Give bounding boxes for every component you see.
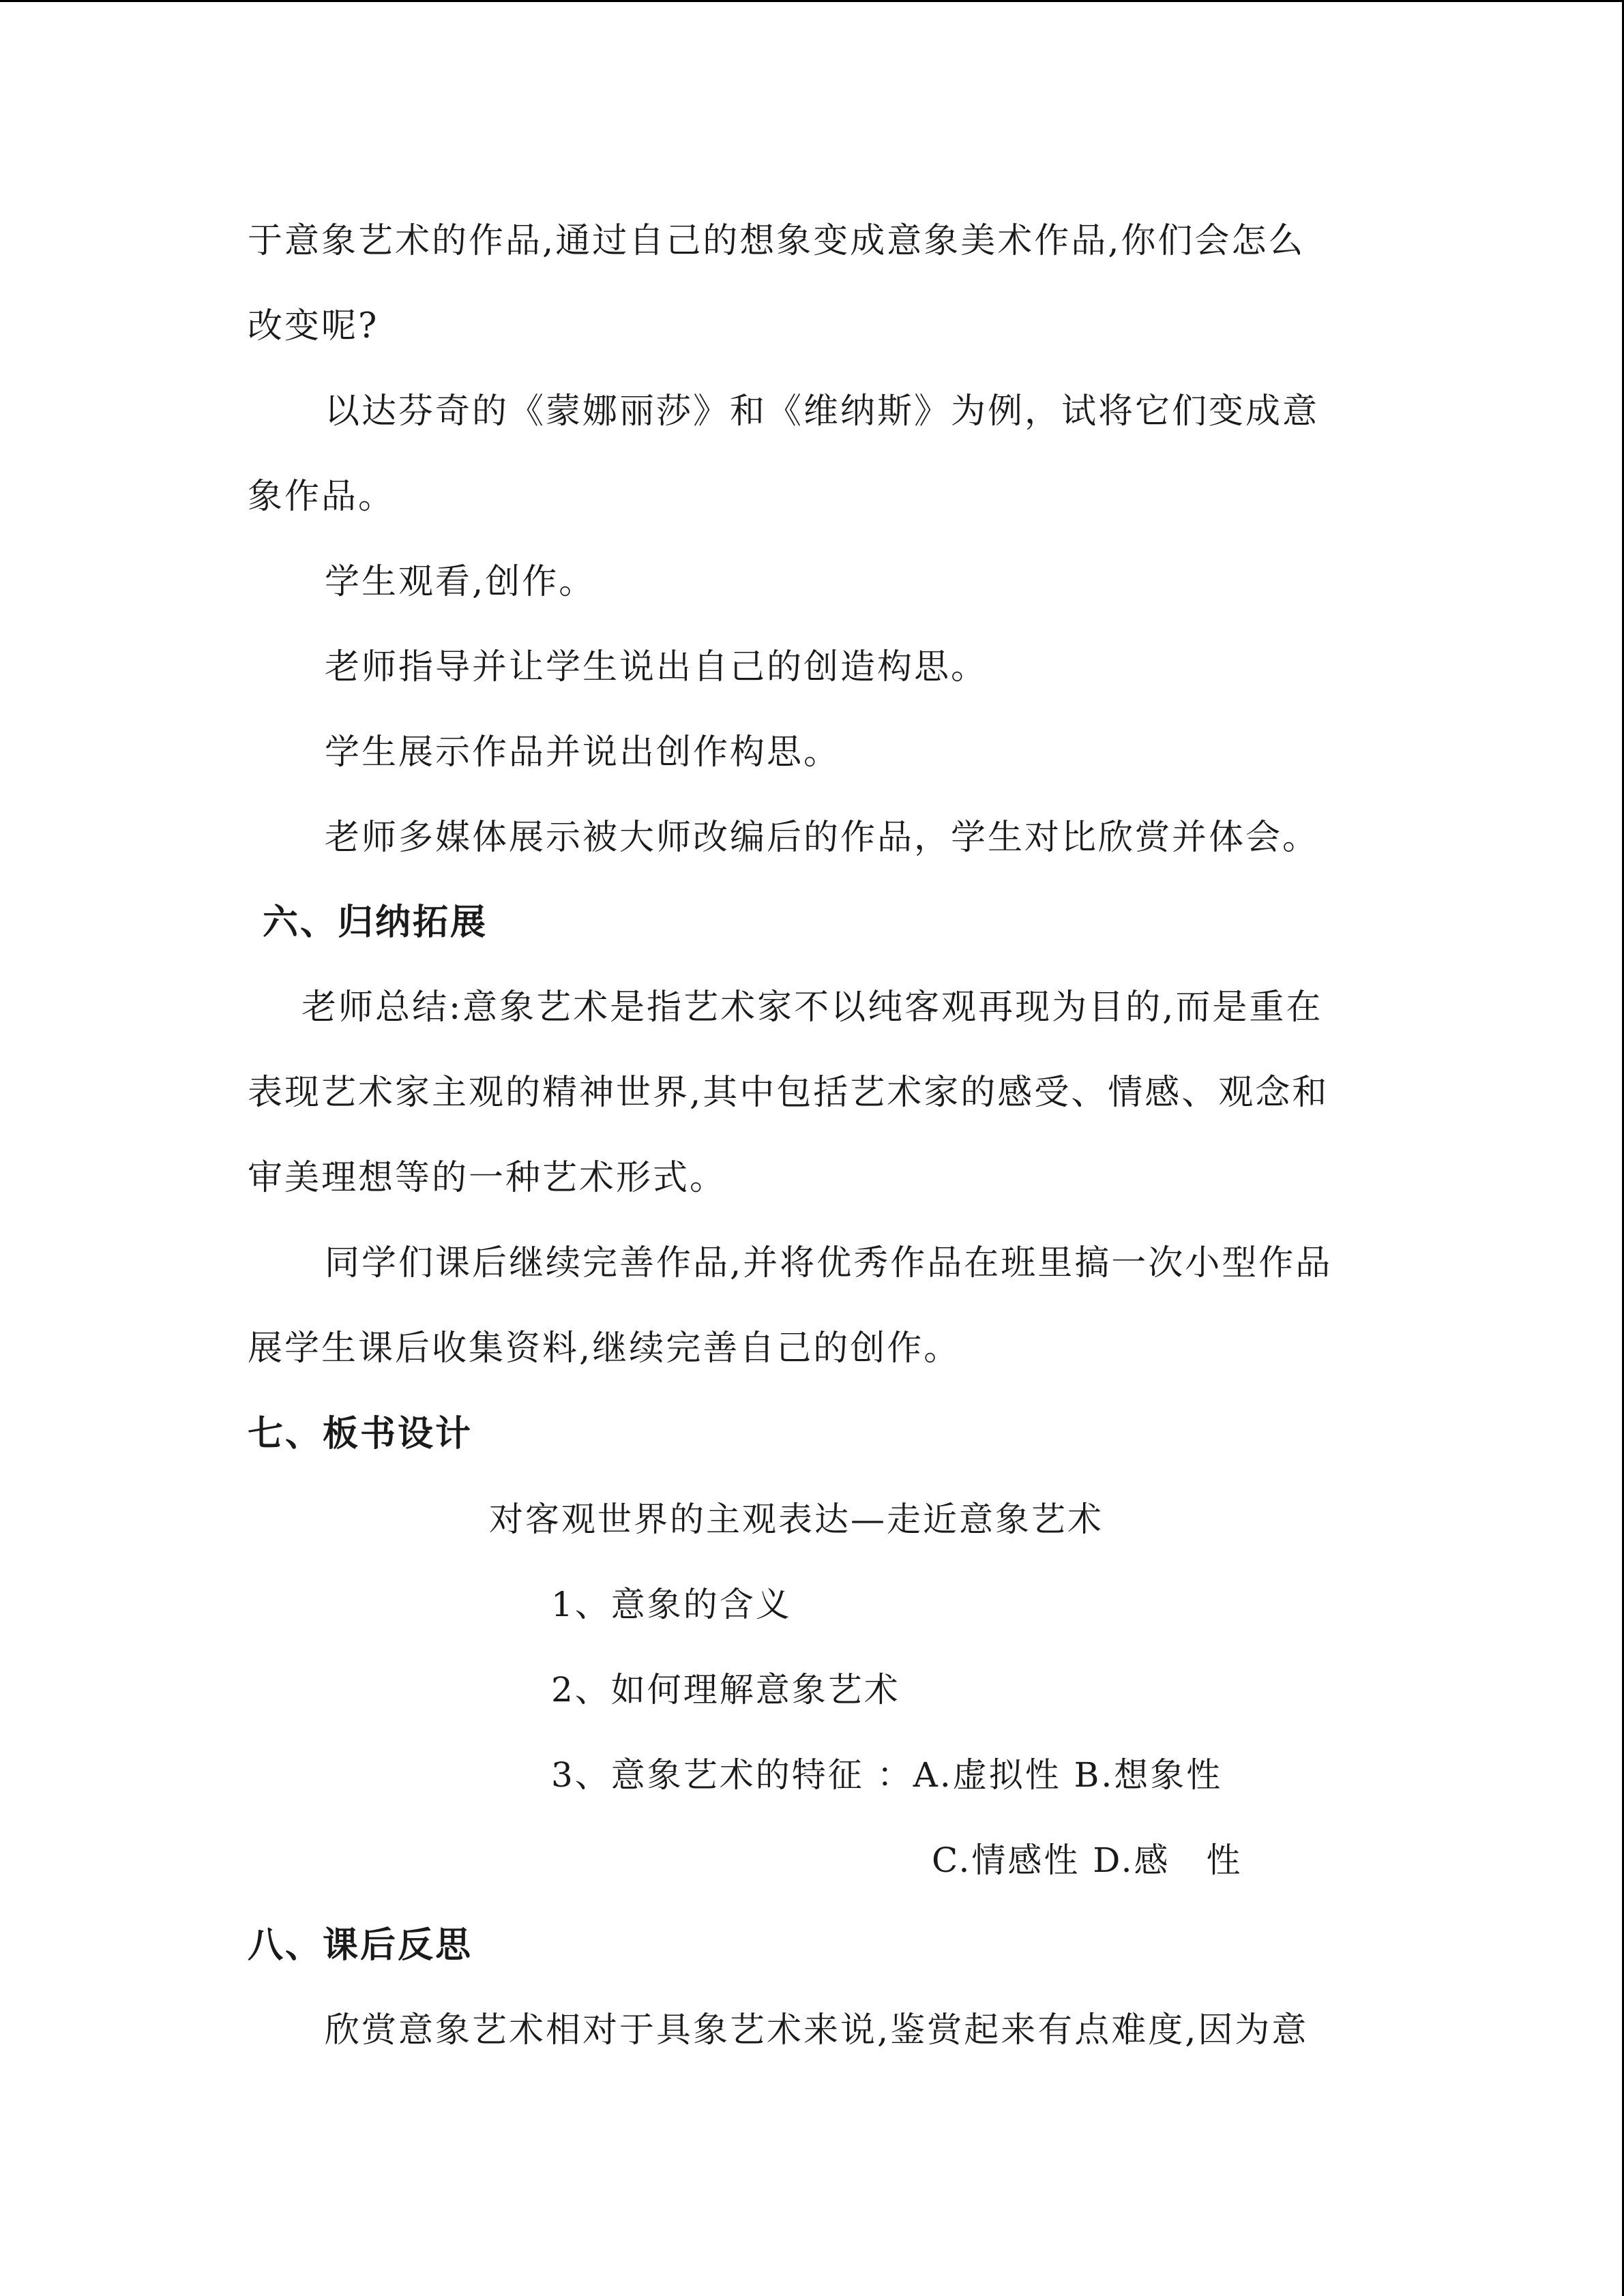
- paragraph-line: 同学们课后继续完善作品,并将优秀作品在班里搞一次小型作品: [325, 1243, 1333, 1283]
- board-title: 对客观世界的主观表达—走近意象艺术: [489, 1500, 1104, 1539]
- paragraph-line: 学生展示作品并说出创作构思。: [325, 732, 841, 773]
- paragraph-line: 表现艺术家主观的精神世界,其中包括艺术家的感受、情感、观念和: [248, 1073, 1329, 1113]
- board-item: 2、如何理解意象艺术: [551, 1670, 900, 1710]
- section-heading: 六、归纳拓展: [263, 902, 488, 943]
- paragraph-line: 象作品。: [248, 477, 396, 517]
- paragraph-line: 老师指导并让学生说出自己的创造构思。: [325, 647, 988, 687]
- section-heading: 八、课后反思: [248, 1925, 473, 1966]
- paragraph-line: 以达芬奇的《蒙娜丽莎》和《维纳斯》为例，试将它们变成意: [325, 391, 1320, 432]
- paragraph-line: 老师多媒体展示被大师改编后的作品，学生对比欣赏并体会。: [325, 818, 1320, 858]
- paragraph-line: 欣赏意象艺术相对于具象艺术来说,鉴赏起来有点难度,因为意: [325, 2010, 1309, 2051]
- paragraph-line: 学生观看,创作。: [325, 562, 596, 602]
- board-item: 1、意象的含义: [551, 1585, 792, 1624]
- board-item-continuation: C.情感性 D.感 性: [932, 1840, 1243, 1880]
- section-heading: 七、板书设计: [248, 1414, 473, 1455]
- paragraph-line: 于意象艺术的作品,通过自己的想象变成意象美术作品,你们会怎么: [248, 221, 1305, 261]
- paragraph-line: 审美理想等的一种艺术形式。: [248, 1158, 727, 1198]
- paragraph-line: 改变呢?: [248, 306, 379, 346]
- board-item: 3、意象艺术的特征 ：A.虚拟性 B.想象性: [551, 1755, 1223, 1795]
- paragraph-line: 老师总结:意象艺术是指艺术家不以纯客观再现为目的,而是重在: [301, 987, 1323, 1028]
- paragraph-line: 展学生课后收集资料,继续完善自己的创作。: [248, 1328, 961, 1369]
